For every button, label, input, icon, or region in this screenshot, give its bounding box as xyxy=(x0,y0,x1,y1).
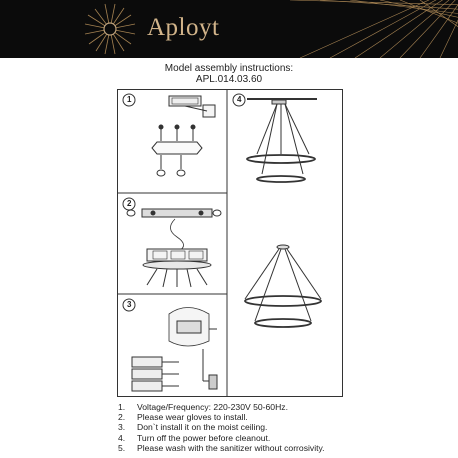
list-item: 5. Please wash with the sanitizer without corrosivity. xyxy=(118,442,325,453)
model-number: APL.014.03.60 xyxy=(195,74,263,85)
list-item: 3. Don`t install it on the moist ceiling. xyxy=(118,422,268,433)
header-banner xyxy=(0,0,458,58)
list-item: 2. Please wear gloves to install. xyxy=(118,412,248,423)
sunburst-decoration xyxy=(0,0,458,58)
brand-logo: Aployt xyxy=(147,14,220,41)
bracket-diagram xyxy=(152,96,215,176)
notes-list xyxy=(118,402,325,453)
step-4-label: 4 xyxy=(237,95,242,104)
list-item: 4. Turn off the power before cleanout. xyxy=(118,432,271,443)
step-3-label: 3 xyxy=(127,300,132,309)
doc-title: Model assembly instructions: xyxy=(164,63,294,74)
lamp-diagram xyxy=(245,99,321,327)
step-2-label: 2 xyxy=(127,199,132,208)
list-item: 1. Voltage/Frequency: 220-230V 50-60Hz. xyxy=(118,402,288,412)
wiring-diagram xyxy=(127,209,221,287)
step-1-label: 1 xyxy=(127,95,132,104)
assembly-diagram xyxy=(117,89,343,397)
terminal-diagram xyxy=(132,308,217,392)
instruction-panels xyxy=(117,89,343,397)
